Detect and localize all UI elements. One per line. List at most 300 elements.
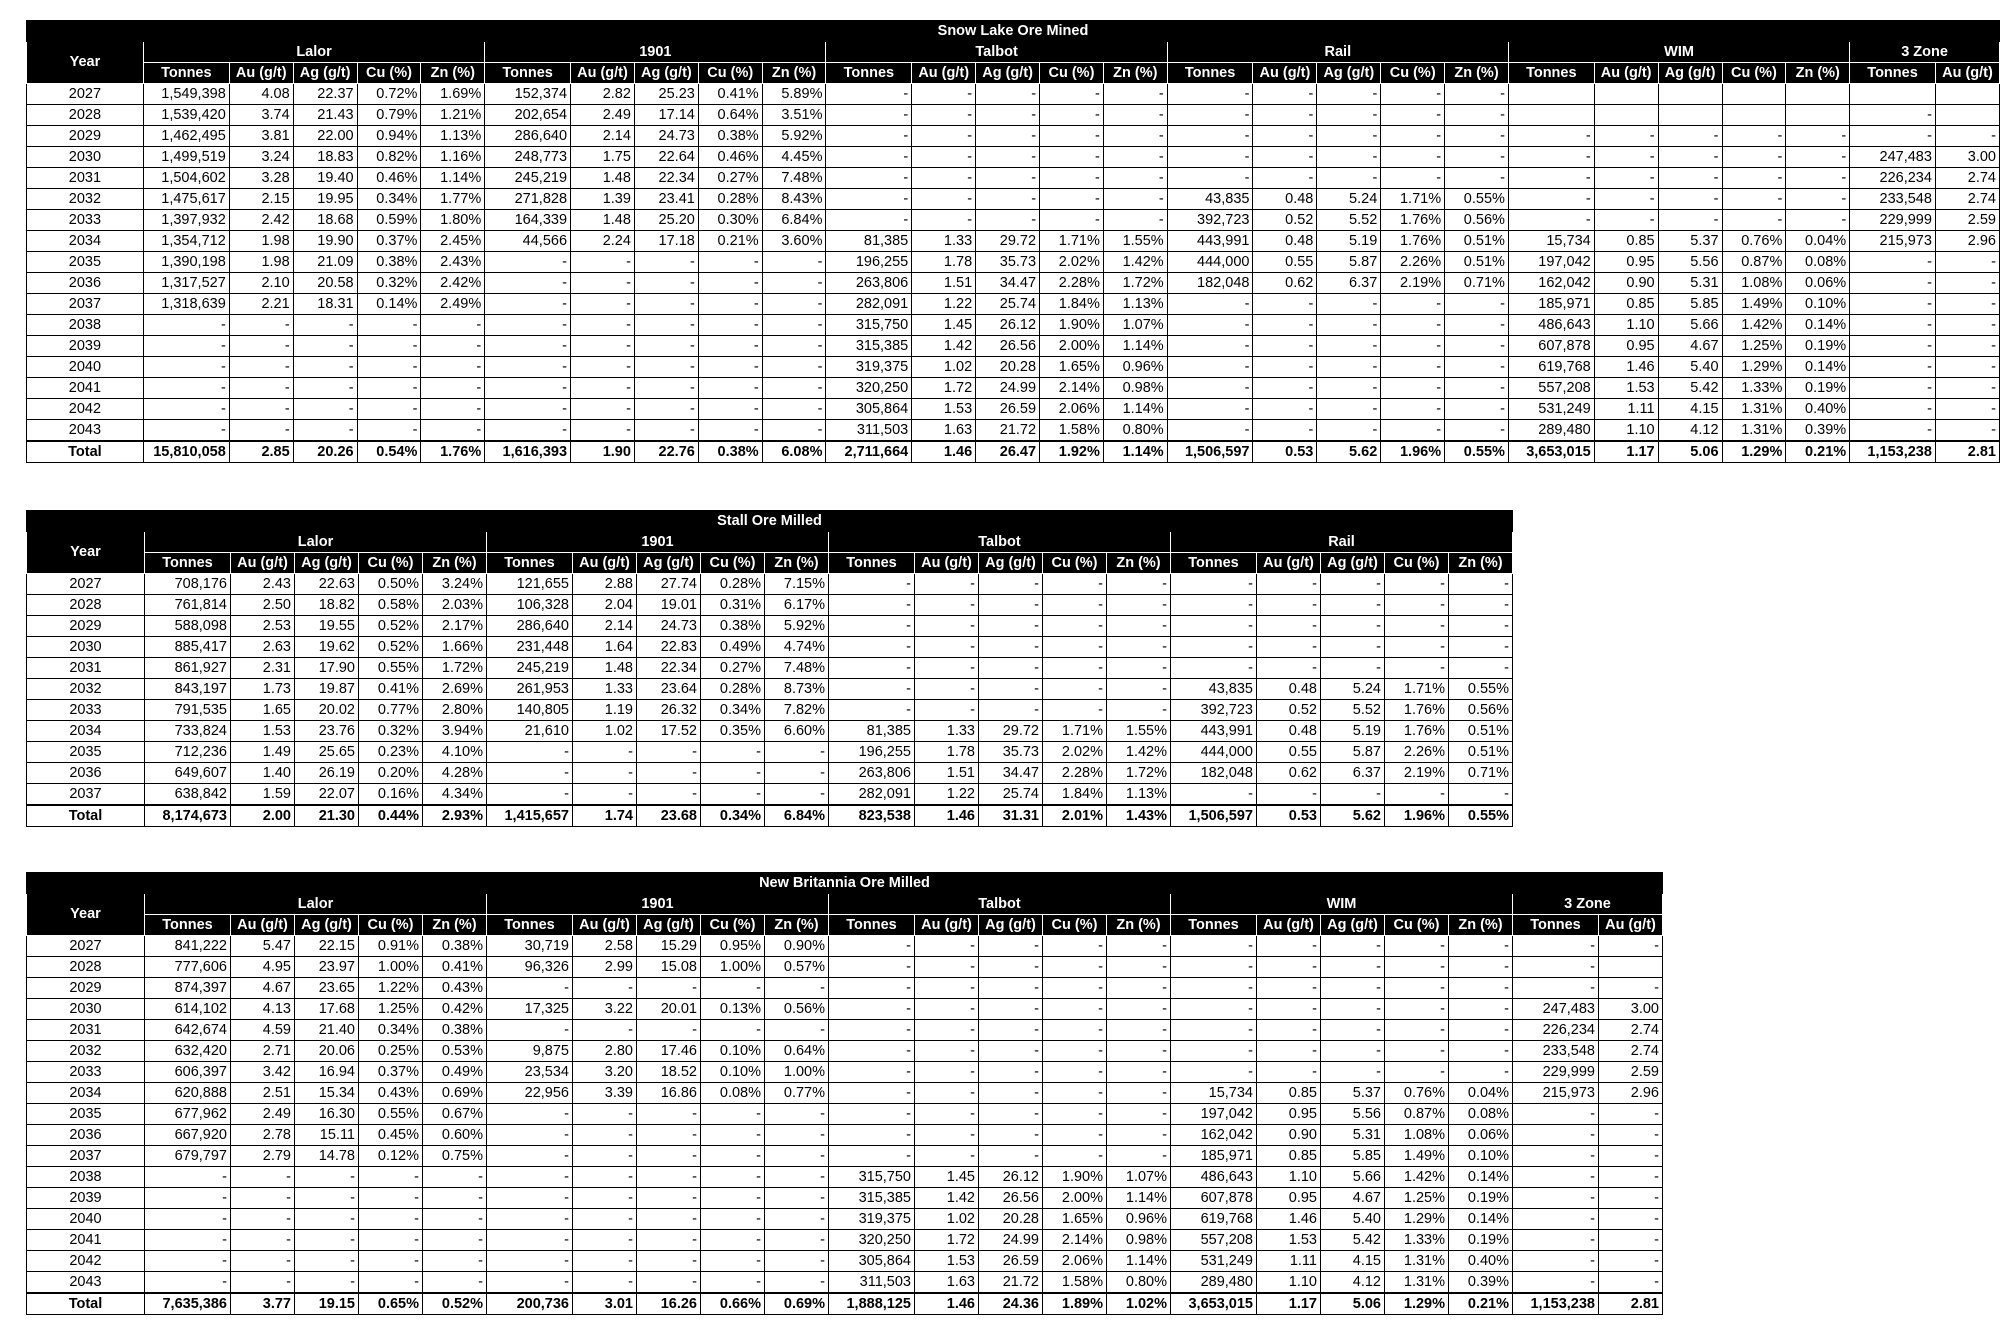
value-cell: 1.49% bbox=[1385, 1146, 1449, 1167]
value-cell: - bbox=[979, 637, 1043, 658]
value-cell: - bbox=[1253, 336, 1317, 357]
value-cell bbox=[1786, 105, 1850, 126]
value-cell: 4.15 bbox=[1321, 1251, 1385, 1272]
value-cell: - bbox=[359, 1167, 423, 1188]
value-cell: - bbox=[1722, 168, 1786, 189]
value-cell: 2.19% bbox=[1381, 273, 1445, 294]
year-header: Year bbox=[27, 894, 145, 936]
column-header: Ag (g/t) bbox=[295, 915, 359, 936]
year-cell: 2036 bbox=[27, 1125, 145, 1146]
value-cell: - bbox=[829, 1146, 915, 1167]
value-cell: 215,973 bbox=[1850, 231, 1936, 252]
value-cell: - bbox=[912, 105, 976, 126]
value-cell: - bbox=[1317, 168, 1381, 189]
value-cell: 4.67 bbox=[1658, 336, 1722, 357]
ore-table bbox=[26, 20, 2000, 463]
value-cell: - bbox=[487, 978, 573, 999]
value-cell: - bbox=[1171, 978, 1257, 999]
value-cell: 5.37 bbox=[1658, 231, 1722, 252]
value-cell: 4.45% bbox=[762, 147, 826, 168]
total-cell: 0.65% bbox=[359, 1293, 423, 1315]
total-cell: 1.46 bbox=[912, 441, 976, 463]
value-cell: - bbox=[915, 679, 979, 700]
value-cell: - bbox=[915, 595, 979, 616]
value-cell: 1.46 bbox=[1594, 357, 1658, 378]
value-cell: 1.02 bbox=[915, 1209, 979, 1230]
table-row bbox=[27, 936, 1663, 957]
column-header: Au (g/t) bbox=[1594, 63, 1658, 84]
deposit-header: 1901 bbox=[485, 42, 826, 63]
value-cell: 17.18 bbox=[634, 231, 698, 252]
value-cell: 2.03% bbox=[423, 595, 487, 616]
value-cell: 0.87% bbox=[1722, 252, 1786, 273]
value-cell: - bbox=[915, 1083, 979, 1104]
value-cell: 649,607 bbox=[145, 763, 231, 784]
value-cell: 1.73 bbox=[231, 679, 295, 700]
value-cell: - bbox=[634, 252, 698, 273]
value-cell: 162,042 bbox=[1171, 1125, 1257, 1146]
value-cell: 0.43% bbox=[359, 1083, 423, 1104]
value-cell: 247,483 bbox=[1850, 147, 1936, 168]
value-cell: 1,354,712 bbox=[143, 231, 229, 252]
value-cell: 245,219 bbox=[487, 658, 573, 679]
value-cell: - bbox=[571, 399, 635, 420]
value-cell: 5.87 bbox=[1317, 252, 1381, 273]
value-cell: - bbox=[976, 105, 1040, 126]
value-cell: 557,208 bbox=[1508, 378, 1594, 399]
value-cell: 18.68 bbox=[293, 210, 357, 231]
value-cell: - bbox=[571, 252, 635, 273]
value-cell: - bbox=[1321, 1062, 1385, 1083]
value-cell: 607,878 bbox=[1508, 336, 1594, 357]
column-header: Ag (g/t) bbox=[1658, 63, 1722, 84]
total-cell: 200,736 bbox=[487, 1293, 573, 1315]
column-header: Cu (%) bbox=[698, 63, 762, 84]
value-cell: - bbox=[1171, 637, 1257, 658]
value-cell: - bbox=[1445, 84, 1509, 105]
table-row bbox=[27, 1146, 1663, 1167]
value-cell: 152,374 bbox=[485, 84, 571, 105]
value-cell: - bbox=[295, 1167, 359, 1188]
total-cell: 0.55% bbox=[1445, 441, 1509, 463]
total-cell: 0.52% bbox=[423, 1293, 487, 1315]
column-header: Cu (%) bbox=[701, 915, 765, 936]
table-row bbox=[27, 1020, 1663, 1041]
value-cell: - bbox=[1103, 147, 1167, 168]
year-cell: 2037 bbox=[27, 784, 145, 806]
table-row bbox=[27, 1041, 1663, 1062]
total-cell: 2.93% bbox=[423, 805, 487, 827]
value-cell: 4.67 bbox=[1321, 1188, 1385, 1209]
value-cell: - bbox=[637, 763, 701, 784]
value-cell: 0.30% bbox=[698, 210, 762, 231]
total-cell: 6.84% bbox=[765, 805, 829, 827]
column-header: Ag (g/t) bbox=[295, 553, 359, 574]
value-cell: 23.64 bbox=[637, 679, 701, 700]
value-cell: - bbox=[701, 1020, 765, 1041]
value-cell: - bbox=[1594, 189, 1658, 210]
value-cell: 2.15 bbox=[229, 189, 293, 210]
value-cell bbox=[1850, 84, 1936, 105]
value-cell: 0.41% bbox=[698, 84, 762, 105]
value-cell: 3.39 bbox=[573, 1083, 637, 1104]
value-cell: - bbox=[1508, 189, 1594, 210]
column-header: Au (g/t) bbox=[571, 63, 635, 84]
value-cell: 5.47 bbox=[231, 936, 295, 957]
value-cell: 2.53 bbox=[231, 616, 295, 637]
value-cell: - bbox=[231, 1167, 295, 1188]
value-cell: 0.57% bbox=[765, 957, 829, 978]
value-cell: - bbox=[1321, 595, 1385, 616]
value-cell: 289,480 bbox=[1508, 420, 1594, 442]
value-cell: 2.43% bbox=[421, 252, 485, 273]
value-cell: 619,768 bbox=[1171, 1209, 1257, 1230]
value-cell: - bbox=[826, 147, 912, 168]
value-cell: 315,385 bbox=[829, 1188, 915, 1209]
column-header: Cu (%) bbox=[1385, 915, 1449, 936]
total-cell: 7,635,386 bbox=[145, 1293, 231, 1315]
value-cell: 1,390,198 bbox=[143, 252, 229, 273]
value-cell: 5.31 bbox=[1321, 1125, 1385, 1146]
value-cell: 1,475,617 bbox=[143, 189, 229, 210]
value-cell: 2.49% bbox=[421, 294, 485, 315]
value-cell: 2.26% bbox=[1385, 742, 1449, 763]
value-cell: - bbox=[1043, 999, 1107, 1020]
value-cell: - bbox=[829, 936, 915, 957]
value-cell: - bbox=[1385, 616, 1449, 637]
value-cell: 2.42% bbox=[421, 273, 485, 294]
value-cell: - bbox=[573, 763, 637, 784]
value-cell: - bbox=[698, 378, 762, 399]
value-cell: 162,042 bbox=[1508, 273, 1594, 294]
value-cell: - bbox=[1445, 399, 1509, 420]
total-cell: 1.29% bbox=[1385, 1293, 1449, 1315]
total-cell: 0.55% bbox=[1449, 805, 1513, 827]
value-cell: - bbox=[359, 1209, 423, 1230]
value-cell: 1.63 bbox=[915, 1272, 979, 1294]
value-cell: 486,643 bbox=[1171, 1167, 1257, 1188]
column-header: Au (g/t) bbox=[231, 915, 295, 936]
value-cell: - bbox=[1445, 294, 1509, 315]
value-cell: 1.65% bbox=[1043, 1209, 1107, 1230]
value-cell: 607,878 bbox=[1171, 1188, 1257, 1209]
value-cell: 2.74 bbox=[1599, 1041, 1663, 1062]
value-cell: 2.14% bbox=[1043, 1230, 1107, 1251]
value-cell: 0.55 bbox=[1257, 742, 1321, 763]
value-cell: - bbox=[1317, 420, 1381, 442]
value-cell: 1.71% bbox=[1043, 721, 1107, 742]
value-cell: - bbox=[1508, 168, 1594, 189]
column-header: Au (g/t) bbox=[915, 915, 979, 936]
value-cell: 2.63 bbox=[231, 637, 295, 658]
value-cell: 0.08% bbox=[701, 1083, 765, 1104]
value-cell: 0.40% bbox=[1449, 1251, 1513, 1272]
value-cell: - bbox=[1513, 978, 1599, 999]
value-cell: - bbox=[634, 399, 698, 420]
value-cell: - bbox=[1599, 1230, 1663, 1251]
value-cell: 5.56 bbox=[1658, 252, 1722, 273]
value-cell: 3.51% bbox=[762, 105, 826, 126]
value-cell: 1.31% bbox=[1385, 1251, 1449, 1272]
deposit-header: WIM bbox=[1171, 894, 1513, 915]
value-cell: - bbox=[1107, 700, 1171, 721]
value-cell: 1.07% bbox=[1103, 315, 1167, 336]
value-cell: - bbox=[912, 168, 976, 189]
column-header: Ag (g/t) bbox=[637, 553, 701, 574]
value-cell: - bbox=[1722, 126, 1786, 147]
column-header: Ag (g/t) bbox=[1317, 63, 1381, 84]
value-cell: - bbox=[1107, 658, 1171, 679]
value-cell: 3.20 bbox=[573, 1062, 637, 1083]
value-cell: - bbox=[1599, 1272, 1663, 1294]
value-cell: - bbox=[979, 595, 1043, 616]
value-cell: 1.33 bbox=[912, 231, 976, 252]
value-cell: 0.52 bbox=[1253, 210, 1317, 231]
value-cell: - bbox=[357, 315, 421, 336]
year-cell: 2041 bbox=[27, 378, 144, 399]
value-cell: 0.20% bbox=[359, 763, 423, 784]
value-cell: 22.34 bbox=[634, 168, 698, 189]
value-cell: - bbox=[1253, 84, 1317, 105]
value-cell: 5.56 bbox=[1321, 1104, 1385, 1125]
table-row bbox=[27, 1272, 1663, 1294]
value-cell: - bbox=[698, 336, 762, 357]
deposit-header: 1901 bbox=[487, 532, 829, 553]
year-cell: 2042 bbox=[27, 1251, 145, 1272]
value-cell: 0.85 bbox=[1594, 294, 1658, 315]
year-cell: 2039 bbox=[27, 336, 144, 357]
value-cell: 23.41 bbox=[634, 189, 698, 210]
value-cell: - bbox=[487, 1230, 573, 1251]
column-header: Zn (%) bbox=[1445, 63, 1509, 84]
value-cell: - bbox=[1599, 936, 1663, 957]
value-cell: - bbox=[1043, 1062, 1107, 1083]
value-cell: - bbox=[1257, 957, 1321, 978]
value-cell: 1,504,602 bbox=[143, 168, 229, 189]
value-cell: - bbox=[826, 126, 912, 147]
value-cell: 23.76 bbox=[295, 721, 359, 742]
value-cell: - bbox=[1257, 574, 1321, 595]
value-cell: 2.59 bbox=[1599, 1062, 1663, 1083]
value-cell: - bbox=[1043, 1146, 1107, 1167]
value-cell: 4.74% bbox=[765, 637, 829, 658]
value-cell: 1.48 bbox=[573, 658, 637, 679]
value-cell: 35.73 bbox=[976, 252, 1040, 273]
value-cell: 0.91% bbox=[359, 936, 423, 957]
value-cell: 22.15 bbox=[295, 936, 359, 957]
value-cell: - bbox=[1513, 1146, 1599, 1167]
value-cell: - bbox=[1449, 658, 1513, 679]
total-row bbox=[27, 1293, 1663, 1315]
value-cell: - bbox=[1167, 357, 1253, 378]
value-cell: 2.28% bbox=[1040, 273, 1104, 294]
column-header: Tonnes bbox=[145, 915, 231, 936]
value-cell: - bbox=[487, 1020, 573, 1041]
value-cell: 261,953 bbox=[487, 679, 573, 700]
total-cell: 5.06 bbox=[1321, 1293, 1385, 1315]
value-cell: - bbox=[701, 784, 765, 806]
value-cell: 23,534 bbox=[487, 1062, 573, 1083]
column-header: Ag (g/t) bbox=[976, 63, 1040, 84]
value-cell: 1.84% bbox=[1040, 294, 1104, 315]
value-cell: 677,962 bbox=[145, 1104, 231, 1125]
total-cell: 1,153,238 bbox=[1513, 1293, 1599, 1315]
value-cell bbox=[1722, 105, 1786, 126]
total-cell: 0.38% bbox=[698, 441, 762, 463]
total-cell: 0.21% bbox=[1449, 1293, 1513, 1315]
value-cell: - bbox=[701, 1167, 765, 1188]
value-cell: 19.40 bbox=[293, 168, 357, 189]
year-cell: 2033 bbox=[27, 1062, 145, 1083]
value-cell: 0.58% bbox=[359, 595, 423, 616]
column-header: Au (g/t) bbox=[1253, 63, 1317, 84]
value-cell: - bbox=[829, 1062, 915, 1083]
value-cell: 106,328 bbox=[487, 595, 573, 616]
value-cell: - bbox=[1385, 1062, 1449, 1083]
value-cell: - bbox=[1449, 1020, 1513, 1041]
value-cell: - bbox=[637, 1125, 701, 1146]
value-cell: - bbox=[698, 273, 762, 294]
value-cell: 1.33% bbox=[1385, 1230, 1449, 1251]
value-cell: - bbox=[1043, 1125, 1107, 1146]
value-cell: 1.42% bbox=[1722, 315, 1786, 336]
value-cell: 0.35% bbox=[701, 721, 765, 742]
value-cell: - bbox=[1381, 357, 1445, 378]
value-cell: 0.51% bbox=[1445, 252, 1509, 273]
value-cell: 1.45 bbox=[915, 1167, 979, 1188]
value-cell: - bbox=[829, 999, 915, 1020]
value-cell: - bbox=[487, 1188, 573, 1209]
value-cell: 0.48 bbox=[1257, 679, 1321, 700]
value-cell: - bbox=[701, 1209, 765, 1230]
value-cell: 19.55 bbox=[295, 616, 359, 637]
value-cell: 247,483 bbox=[1513, 999, 1599, 1020]
total-cell: 0.21% bbox=[1786, 441, 1850, 463]
value-cell bbox=[1658, 84, 1722, 105]
value-cell: 2.02% bbox=[1043, 742, 1107, 763]
value-cell: 1.14% bbox=[1103, 336, 1167, 357]
value-cell: - bbox=[571, 420, 635, 442]
value-cell: 874,397 bbox=[145, 978, 231, 999]
value-cell: 1.72% bbox=[423, 658, 487, 679]
value-cell: 2.96 bbox=[1935, 231, 1999, 252]
value-cell: - bbox=[698, 252, 762, 273]
value-cell: 0.14% bbox=[357, 294, 421, 315]
table-row bbox=[27, 273, 2000, 294]
value-cell: - bbox=[634, 315, 698, 336]
value-cell: 26.56 bbox=[976, 336, 1040, 357]
value-cell: - bbox=[765, 1209, 829, 1230]
value-cell: - bbox=[485, 252, 571, 273]
value-cell: 43,835 bbox=[1167, 189, 1253, 210]
value-cell: 1.53 bbox=[915, 1251, 979, 1272]
value-cell: 15.34 bbox=[295, 1083, 359, 1104]
value-cell: 619,768 bbox=[1508, 357, 1594, 378]
value-cell: - bbox=[701, 1125, 765, 1146]
value-cell: 1.19 bbox=[573, 700, 637, 721]
value-cell: 196,255 bbox=[829, 742, 915, 763]
year-cell: 2032 bbox=[27, 679, 145, 700]
value-cell: - bbox=[421, 399, 485, 420]
value-cell: - bbox=[487, 784, 573, 806]
value-cell: 0.50% bbox=[359, 574, 423, 595]
ore-table bbox=[26, 510, 1513, 827]
column-header: Cu (%) bbox=[1043, 553, 1107, 574]
value-cell: 0.64% bbox=[698, 105, 762, 126]
value-cell: 0.13% bbox=[701, 999, 765, 1020]
value-cell: - bbox=[229, 357, 293, 378]
value-cell: - bbox=[765, 1020, 829, 1041]
value-cell: - bbox=[423, 1272, 487, 1294]
value-cell: 0.80% bbox=[1103, 420, 1167, 442]
value-cell: - bbox=[765, 1146, 829, 1167]
value-cell: 43,835 bbox=[1171, 679, 1257, 700]
value-cell: - bbox=[573, 742, 637, 763]
value-cell: 18.52 bbox=[637, 1062, 701, 1083]
total-row bbox=[27, 441, 2000, 463]
value-cell: 1.51 bbox=[912, 273, 976, 294]
value-cell: 1,318,639 bbox=[143, 294, 229, 315]
value-cell: 2.02% bbox=[1040, 252, 1104, 273]
value-cell: - bbox=[1171, 616, 1257, 637]
value-cell: 44,566 bbox=[485, 231, 571, 252]
value-cell: - bbox=[701, 1272, 765, 1294]
value-cell: 0.52% bbox=[359, 616, 423, 637]
value-cell: 315,750 bbox=[829, 1167, 915, 1188]
value-cell: - bbox=[295, 1272, 359, 1294]
value-cell: 1.64 bbox=[573, 637, 637, 658]
value-cell: - bbox=[1850, 105, 1936, 126]
value-cell: 20.02 bbox=[295, 700, 359, 721]
value-cell: 1,317,527 bbox=[143, 273, 229, 294]
value-cell: - bbox=[1445, 147, 1509, 168]
value-cell bbox=[1508, 84, 1594, 105]
value-cell: 5.31 bbox=[1658, 273, 1722, 294]
value-cell: 7.15% bbox=[765, 574, 829, 595]
value-cell: - bbox=[571, 273, 635, 294]
value-cell: - bbox=[1103, 105, 1167, 126]
value-cell: - bbox=[1935, 126, 1999, 147]
value-cell: 0.71% bbox=[1445, 273, 1509, 294]
value-cell: - bbox=[1513, 957, 1599, 978]
value-cell: - bbox=[1107, 978, 1171, 999]
value-cell: 5.92% bbox=[765, 616, 829, 637]
value-cell: - bbox=[1513, 1251, 1599, 1272]
value-cell: 1.02 bbox=[573, 721, 637, 742]
value-cell: 0.10% bbox=[1786, 294, 1850, 315]
value-cell: 0.19% bbox=[1786, 336, 1850, 357]
value-cell: 642,674 bbox=[145, 1020, 231, 1041]
value-cell: - bbox=[1445, 105, 1509, 126]
value-cell: 0.14% bbox=[1449, 1209, 1513, 1230]
value-cell: 25.65 bbox=[295, 742, 359, 763]
total-label: Total bbox=[27, 805, 145, 827]
value-cell: - bbox=[421, 420, 485, 442]
total-cell: 1.92% bbox=[1040, 441, 1104, 463]
value-cell: 15.11 bbox=[295, 1125, 359, 1146]
value-cell: - bbox=[915, 978, 979, 999]
value-cell: 0.43% bbox=[423, 978, 487, 999]
value-cell bbox=[1594, 84, 1658, 105]
value-cell: 588,098 bbox=[145, 616, 231, 637]
value-cell: 1.00% bbox=[765, 1062, 829, 1083]
value-cell: - bbox=[357, 378, 421, 399]
total-cell: 2.81 bbox=[1599, 1293, 1663, 1315]
value-cell: - bbox=[1107, 957, 1171, 978]
value-cell: - bbox=[1594, 210, 1658, 231]
value-cell: 0.34% bbox=[357, 189, 421, 210]
value-cell: - bbox=[1167, 105, 1253, 126]
